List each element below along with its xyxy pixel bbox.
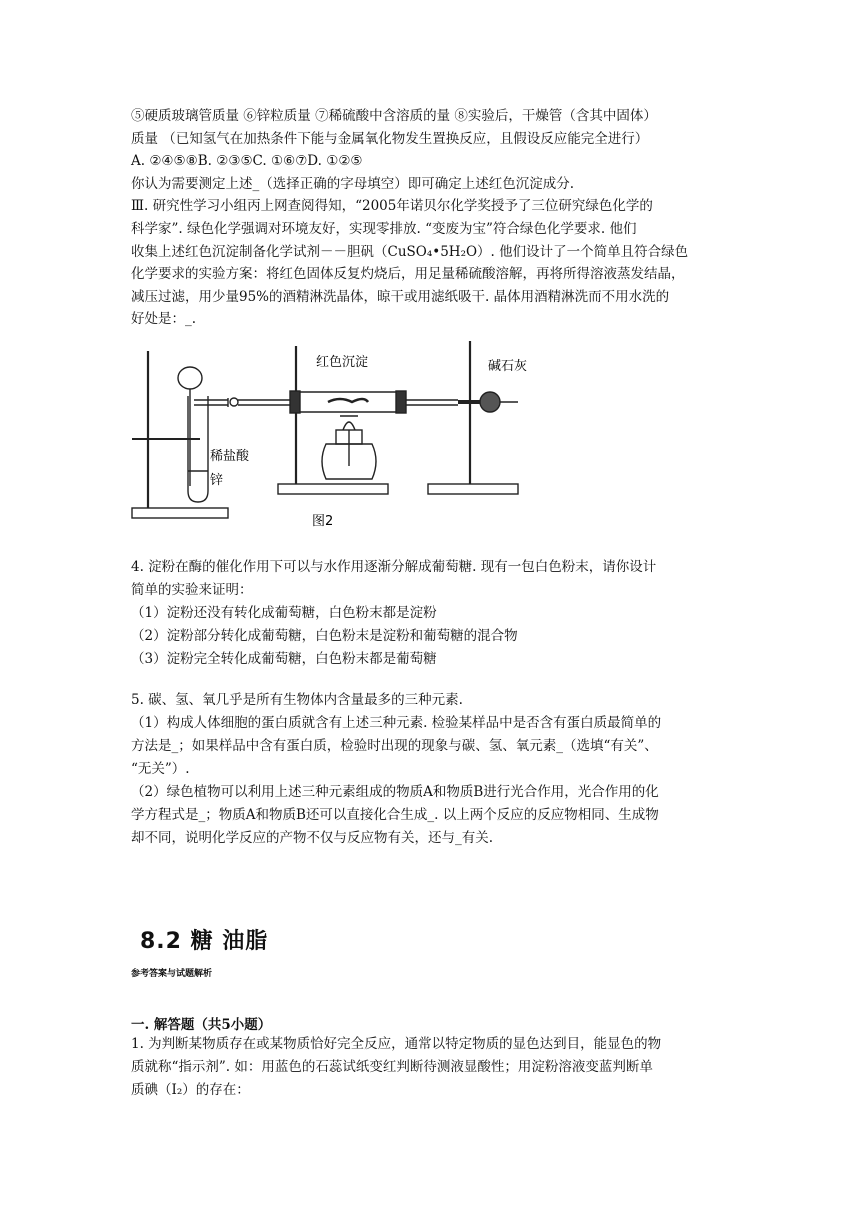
text-line: “无关”）.: [131, 761, 190, 777]
label-soda-lime: 碱石灰: [488, 359, 528, 374]
text-line: 你认为需要测定上述_（选择正确的字母填空）即可确定上述红色沉淀成分.: [131, 176, 575, 192]
text-line: 化学要求的实验方案：将红色固体反复灼烧后，用足量稀硫酸溶解，再将所得溶液蒸发结晶，: [131, 266, 685, 282]
text-line: （1）淀粉还没有转化成葡萄糖，白色粉末都是淀粉: [131, 605, 437, 621]
text-line: （2）绿色植物可以利用上述三种元素组成的物质A和物质B进行光合作用，光合作用的化: [131, 784, 659, 800]
text-line: （1）构成人体细胞的蛋白质就含有上述三种元素. 检验某样品中是否含有蛋白质最简单的: [131, 715, 662, 731]
section-subtitle: 参考答案与试题解析: [131, 969, 213, 979]
middle-stand-base: [278, 484, 388, 494]
text-line: Ⅲ. 研究性学习小组丙上网查阅得知，“2005年诺贝尔化学奖授予了三位研究绿色化学的: [131, 198, 653, 214]
text-line: 减压过滤，用少量95%的酒精淋洗晶体，晾干或用滤纸吸干. 晶体用酒精淋洗而不用水洗的: [131, 289, 670, 305]
text-line: 5. 碳、氢、氧几乎是所有生物体内含量最多的三种元素.: [131, 692, 463, 708]
right-stand-base: [428, 484, 518, 494]
text-line: 科学家”. 绿色化学强调对环境友好，实现零排放. “变废为宝”符合绿色化学要求. 他们: [131, 221, 637, 237]
text-line: 好处是：_.: [131, 311, 197, 327]
separatory-funnel: [178, 367, 202, 389]
text-line: 质量 （已知氢气在加热条件下能与金属氧化物发生置换反应，且假设反应能完全进行）: [131, 131, 649, 147]
test-tube: [188, 396, 208, 502]
drying-tube-bulb: [480, 392, 500, 412]
text-line: 质碘（I₂）的存在：: [131, 1082, 250, 1098]
text-line: 简单的实验来证明：: [131, 582, 253, 598]
label-zinc: 锌: [210, 473, 224, 488]
text-line: 质就称“指示剂”. 如：用蓝色的石蕊试纸变红判断待测液显酸性；用淀粉溶液变蓝判断单: [131, 1059, 653, 1075]
text-line: 1. 为判断某物质存在或某物质恰好完全反应，通常以特定物质的显色达到目，能显色的物: [131, 1036, 662, 1052]
text-line: （2）淀粉部分转化成葡萄糖，白色粉末是淀粉和葡萄糖的混合物: [131, 628, 518, 644]
text-line: 学方程式是_；物质A和物质B还可以直接化合生成_. 以上两个反应的反应物相同、生成物: [131, 807, 659, 823]
text-line: 却不同，说明化学反应的产物不仅与反应物有关，还与_有关.: [131, 830, 494, 846]
section-title: 8.2 糖 油脂: [140, 929, 269, 954]
label-hydrochloric-acid: 稀盐酸: [210, 449, 250, 464]
text-line: A. ②④⑤⑧B. ②③⑤C. ①⑥⑦D. ①②⑤: [131, 153, 363, 169]
text-line: 方法是_；如果样品中含有蛋白质，检验时出现的现象与碳、氢、氧元素_（选填“有关”、: [131, 738, 658, 754]
text-line: 收集上述红色沉淀制备化学试剂－－胆矾（CuSO₄•5H₂O）. 他们设计了一个简单且符合绿色: [131, 244, 689, 260]
valve: [230, 398, 238, 406]
left-stand-base: [132, 508, 228, 518]
glass-tube: [293, 392, 403, 412]
label-red-precipitate: 红色沉淀: [316, 355, 369, 370]
apparatus-figure: [128, 336, 628, 531]
text-line: ⑤硬质玻璃管质量 ⑥锌粒质量 ⑦稀硫酸中含溶质的量 ⑧实验后，干燥管（含其中固体）: [131, 108, 657, 124]
answer-heading: 一. 解答题（共5小题）: [131, 1017, 272, 1033]
text-line: 4. 淀粉在酶的催化作用下可以与水作用逐渐分解成葡萄糖. 现有一包白色粉末，请你设计: [131, 559, 657, 575]
red-precipitate: [328, 399, 368, 402]
text-line: （3）淀粉完全转化成葡萄糖，白色粉末都是葡萄糖: [131, 651, 437, 667]
figure-caption: 图2: [312, 514, 334, 529]
